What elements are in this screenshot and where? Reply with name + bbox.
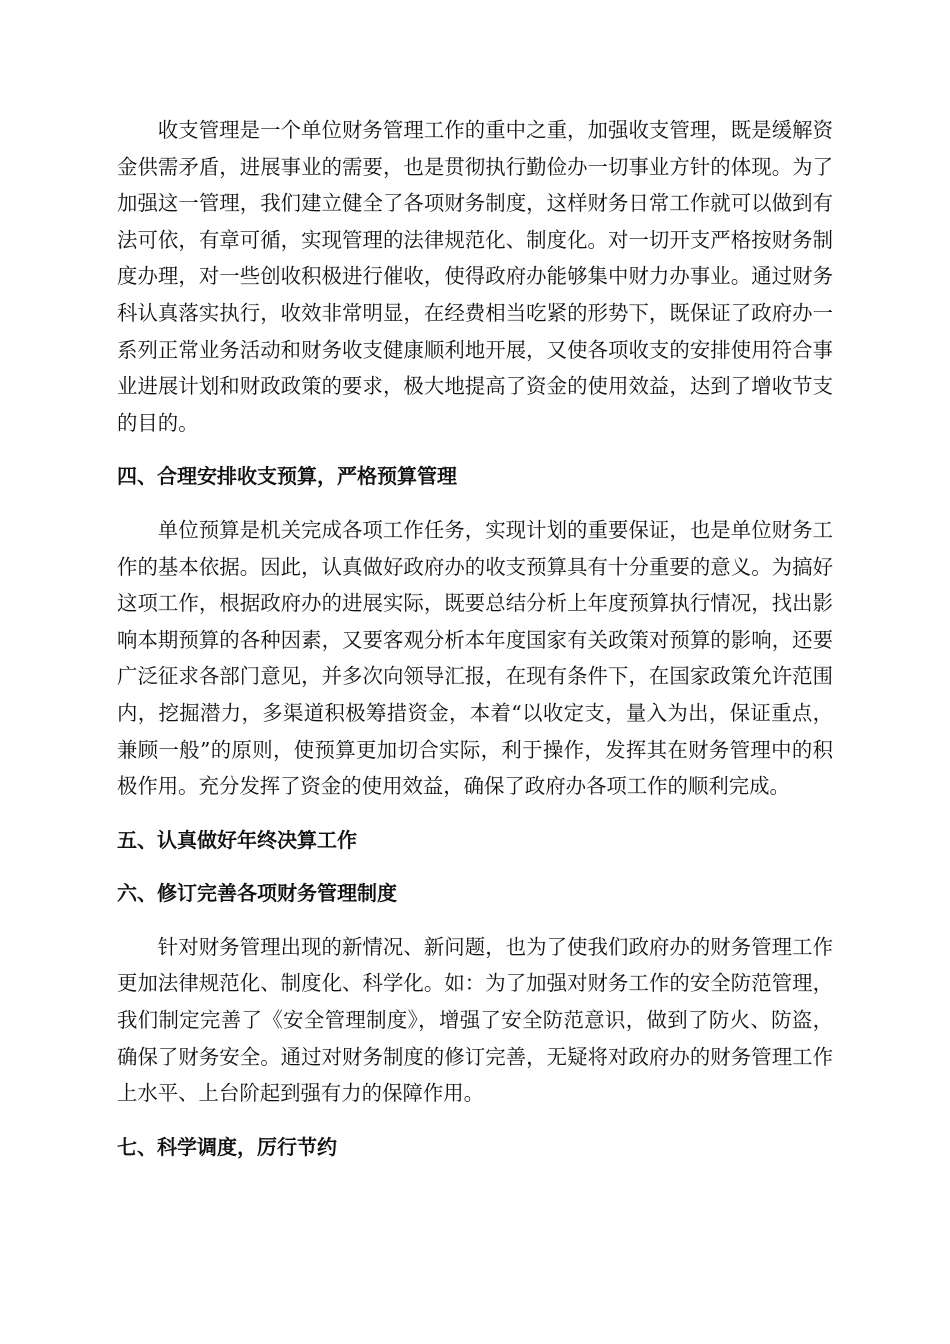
paragraph-revenue-expenditure-management: 收支管理是一个单位财务管理工作的重中之重，加强收支管理，既是缓解资金供需矛盾，进展事业的需要，也是贯彻执行勤俭办一切事业方针的体现。为了加强这一管理，我们建立健全了各项财务制度，这样财务日常工作就可以做到有法可依，有章可循，实现管理的法律规范化、制度化。对一切开支严格按财务制度办理，对一些创收积极进行催收，使得政府办能够集中财力办事业。通过财务科认真落实执行，收效非常明显，在经费相当吃紧的形势下，既保证了政府办一系列正常业务活动和财务收支健康顺利地开展，又使各项收支的安排使用符合事业进展计划和财政政策的要求，极大地提高了资金的使用效益，达到了增收节支的目的。 xyxy=(117,118,833,435)
heading-section-5: 五、认真做好年终决算工作 xyxy=(117,827,357,852)
paragraph-budget: 单位预算是机关完成各项工作任务，实现计划的重要保证，也是单位财务工作的基本依据。因此，认真做好政府办的收支预算具有十分重要的意义。为搞好这项工作，根据政府办的进展实际，既要总结分析上年度预算执行情况，找出影响本期预算的各种因素，又要客观分析本年度国家有关政策对预算的影响，还要广泛征求各部门意见，并多次向领导汇报，在现有条件下，在国家政策允许范围内，挖掘潜力，多渠道积极筹措资金，本着“以收定支，量入为出，保证重点，兼顾一般”的原则，使预算更加切合实际，利于操作，发挥其在财务管理中的积极作用。充分发挥了资金的使用效益，确保了政府办各项工作的顺利完成。 xyxy=(117,517,833,799)
document-body xyxy=(117,112,833,1182)
heading-section-7: 七、科学调度，厉行节约 xyxy=(117,1134,337,1159)
heading-section-4: 四、合理安排收支预算，严格预算管理 xyxy=(117,464,457,489)
heading-section-6: 六、修订完善各项财务管理制度 xyxy=(117,881,397,906)
paragraph-financial-regulations: 针对财务管理出现的新情况、新问题，也为了使我们政府办的财务管理工作更加法律规范化、制度化、科学化。如：为了加强对财务工作的安全防范管理，我们制定完善了《安全管理制度》，增强了安全防范意识，做到了防火、防盗，确保了财务安全。通过对财务制度的修订完善，无疑将对政府办的财务管理工作上水平、上台阶起到强有力的保障作用。 xyxy=(117,934,833,1106)
